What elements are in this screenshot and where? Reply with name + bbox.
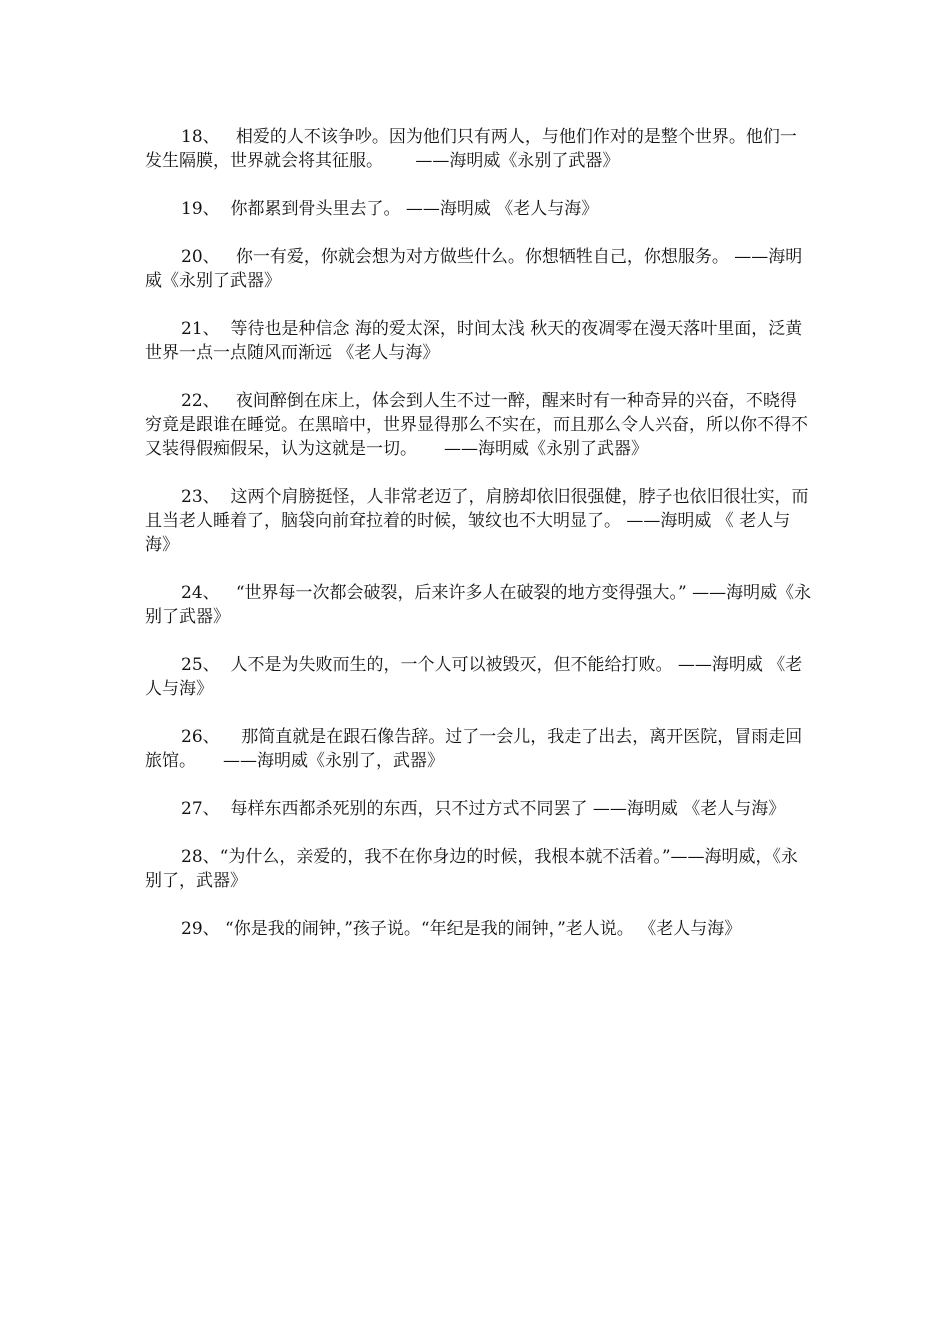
quote-paragraph-22: 22、 夜间醉倒在床上，体会到人生不过一醉，醒来时有一种奇异的兴奋，不晓得穷竟是跟谁在睡觉。在黑暗中，世界显得那么不实在，而且那么令人兴奋，所以你不得不又装得假痴假呆，认为这就是一切。 ——海明威《永别了武器》 (145, 391, 808, 459)
quote-paragraph-19: 19、 你都累到骨头里去了。 ——海明威 《老人与海》 (181, 199, 599, 219)
quote-paragraph-21: 21、 等待也是种信念 海的爱太深，时间太浅 秋天的夜凋零在漫天落叶里面，泛黄世界一点一点随风而渐远 《老人与海》 (145, 319, 803, 363)
quote-paragraph-18: 18、 相爱的人不该争吵。因为他们只有两人，与他们作对的是整个世界。他们一发生隔膜，世界就会将其征服。 ——海明威《永别了武器》 (145, 127, 797, 171)
quote-list (145, 125, 813, 965)
quote-paragraph-25: 25、 人不是为失败而生的，一个人可以被毁灭，但不能给打败。 ——海明威 《老人与海》 (145, 655, 803, 699)
quote-paragraph-27: 27、 每样东西都杀死别的东西，只不过方式不同罢了 ——海明威 《老人与海》 (181, 799, 786, 819)
quote-paragraph-28: 28、“为什么，亲爱的，我不在你身边的时候，我根本就不活着。”——海明威，《永别了，武器》 (145, 847, 799, 891)
quote-paragraph-29: 29、 “你是我的闹钟，”孩子说。“年纪是我的闹钟，”老人说。 《老人与海》 (181, 919, 742, 939)
quote-paragraph-20: 20、 你一有爱，你就会想为对方做些什么。你想牺牲自己，你想服务。 ——海明威《永别了武器》 (145, 247, 803, 291)
quote-paragraph-26: 26、 那简直就是在跟石像告辞。过了一会儿，我走了出去，离开医院，冒雨走回旅馆。 ——海明威《永别了，武器》 (145, 727, 803, 771)
quote-paragraph-24: 24、 “世界每一次都会破裂，后来许多人在破裂的地方变得强大。” ——海明威《永别了武器》 (145, 583, 812, 627)
quote-paragraph-23: 23、 这两个肩膀挺怪，人非常老迈了，肩膀却依旧很强健，脖子也依旧很壮实，而且当老人睡着了，脑袋向前耷拉着的时候，皱纹也不大明显了。 ——海明威 《 老人与海》 (145, 487, 809, 555)
